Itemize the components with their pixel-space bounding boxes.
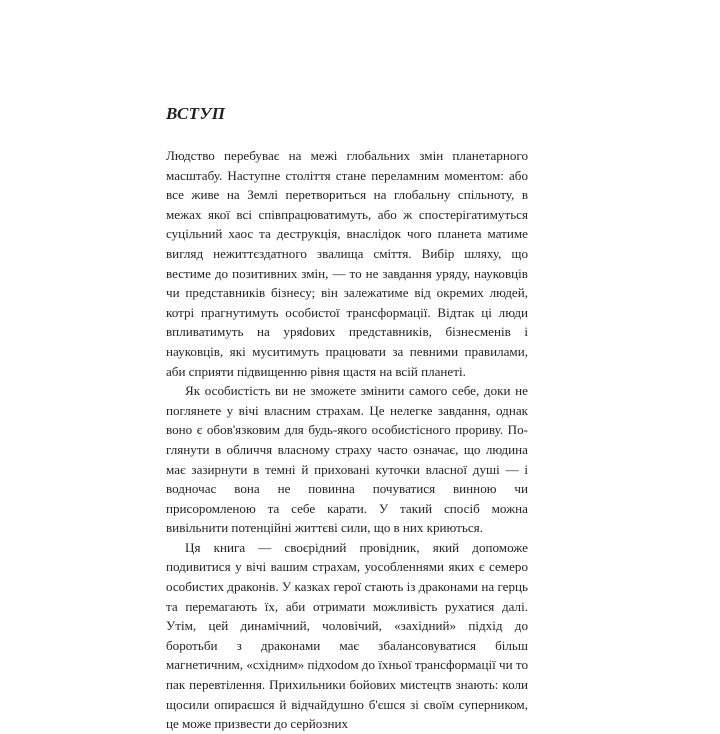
- body-text: [166, 146, 528, 734]
- page-content: [166, 104, 528, 734]
- paragraph: Людство перебуває на межі глобальних змін планетарного масштабу. Наступне століття стане переламним моментом: або все живе на Землі перетвориться на глобальну спільноту, в межах якої всі співпрацюватимуть, або ж спостерігатимуться суцільний хаос та деструкція, внаслідок чого планета матиме вигляд нежиттєздатного звалища сміття. Вибір шляху, що вестиме до позитивних змін, — то не завдання уряду, науковців чи представників бізнесу; він залежатиме від окремих людей, котрі прагнутимуть особистої трансформації. Відтак ці люди впливатимуть на уряdових представників, бізнесменів і науковців, які муситимуть працювати за певними правилами, аби сприяти підвищенню рівня щастя на всій планеті.: [166, 148, 528, 379]
- chapter-title: ВСТУП: [166, 104, 226, 123]
- paragraph: Як особистість ви не зможете змінити самого себе, доки не поглянете у вічі власним страхам. Це нелегке завдання, однак воно є обов'язковим для будь-якого особистісного прориву. Поглянути в обличчя власному страху часто означає, що людина має зазирнути в темні й приховані куточки власної душі — і водночас вона не повинна почуватися винною чи присоромленою та себе карати. У такий спосіб можна вивільнити потенційні життєві сили, що в них криються.: [166, 383, 528, 536]
- paragraph: Ця книга — своєрідний провідник, який допоможе подивитися у вічі вашим страхам, уособленнями яких є семеро особистих драконів. У казках герої стають із драконами на герць та перемагають їх, аби отримати можливість рухатися далі. Утім, цей динамічний, чоловічий, «західний» підхід до боротьби з драконами має збалансовуватися більш магнетичним, «східним» підхоdом до їхньої трансформації чи то пак перевтілення. Прихильники бойових мистецтв знають: коли щосили опираєшся й відчайдушно б'єшся зі своїм суперником, це може призвести до серйозних: [166, 539, 528, 732]
